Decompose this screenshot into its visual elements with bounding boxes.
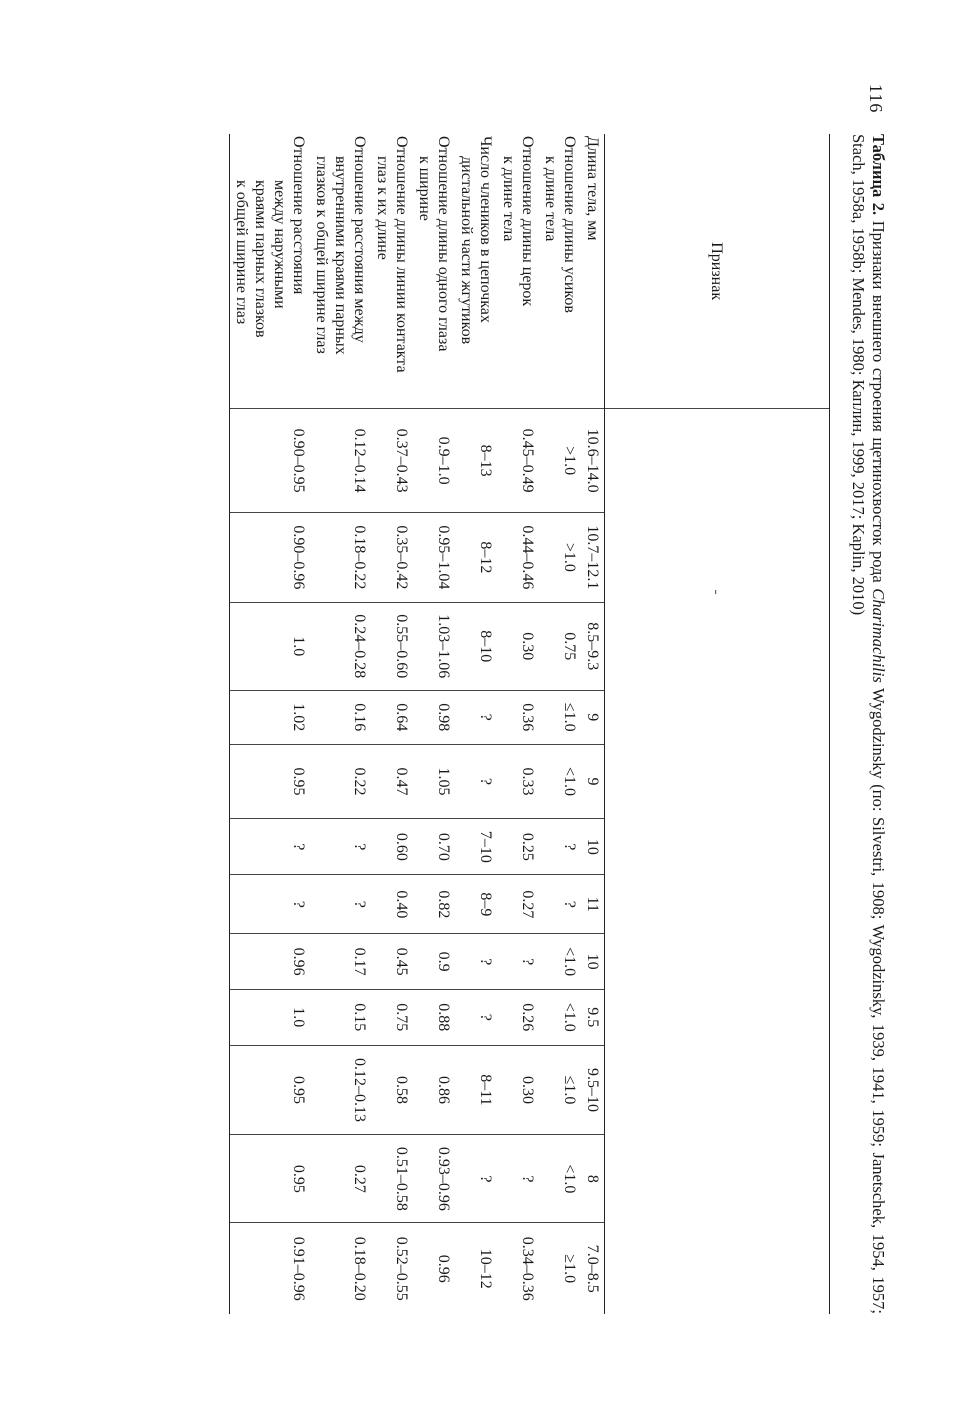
table-row <box>310 134 371 1314</box>
header-species-area <box>605 409 830 1314</box>
table-cell: 0.17 <box>310 934 371 990</box>
trait-label-line: между наружными <box>271 180 288 309</box>
table-cell: <1.0 <box>539 989 581 1045</box>
table-cell: ? <box>455 934 497 990</box>
table-cell: 0.16 <box>310 690 371 744</box>
table-cell: 9.5–10 <box>581 1045 605 1135</box>
row-trait-label <box>230 134 311 409</box>
trait-label-line: Отношение длины одного глаза <box>435 136 452 352</box>
table-cell: 8.5–9.3 <box>581 602 605 690</box>
trait-label-line: краями парных глазков <box>252 180 269 338</box>
trait-label-line: внутренними краями парных <box>332 156 349 355</box>
table-cell: 0.98 <box>413 690 455 744</box>
table-cell: ? <box>497 934 539 990</box>
table-cell: 1.0 <box>230 602 311 690</box>
trait-label-line: глаз к их длине <box>374 156 391 260</box>
header-trait: Признак <box>605 134 830 409</box>
table-cell: ? <box>455 1135 497 1223</box>
table-cell: 10 <box>581 934 605 990</box>
table-cell: ≥1.0 <box>539 1223 581 1314</box>
row-trait-label <box>371 134 413 409</box>
table-cell: 0.26 <box>497 989 539 1045</box>
table-cell: 0.91–0.96 <box>230 1223 311 1314</box>
table-header-row <box>605 134 830 1314</box>
row-trait-label <box>539 134 581 409</box>
table-cell: <1.0 <box>539 1135 581 1223</box>
caption-label: Таблица 2. <box>869 134 888 216</box>
table-cell: 9 <box>581 690 605 744</box>
table-row <box>455 134 497 1314</box>
table-cell: >1.0 <box>539 512 581 602</box>
table-cell: 1.02 <box>230 690 311 744</box>
table-cell: 8–11 <box>455 1045 497 1135</box>
table-cell: 0.88 <box>413 989 455 1045</box>
table-cell: 9 <box>581 744 605 819</box>
trait-label-line: Отношение длины церок <box>519 136 536 307</box>
table-cell: 0.52–0.55 <box>371 1223 413 1314</box>
table-cell: 10.6–14.0 <box>581 409 605 513</box>
table-cell: 0.58 <box>371 1045 413 1135</box>
table-row <box>371 134 413 1314</box>
table-cell: 0.64 <box>371 690 413 744</box>
table-cell: 0.12–0.13 <box>310 1045 371 1135</box>
trait-label-line: к длине тела <box>500 156 517 242</box>
table-cell: 0.51–0.58 <box>371 1135 413 1223</box>
table-cell: 8–13 <box>455 409 497 513</box>
trait-label-line: к ширине <box>416 156 433 221</box>
table-cell: 0.70 <box>413 819 455 875</box>
caption-genus: Charimachilis <box>869 588 888 683</box>
table-cell: 0.93–0.96 <box>413 1135 455 1223</box>
table-cell: 0.27 <box>497 875 539 934</box>
caption-text-after: Wygodzinsky (по: Silvestri, 1908; Wygodzinsky, 1939, 1941, 1959; Janetschek, 1954, 1957; Stach, 1958a, 1958b; Mendes, 1980; Каплин, 1999, 2017; Kaplin, 2010) <box>849 134 888 1315</box>
table-cell: 0.95 <box>230 744 311 819</box>
table-cell: 0.75 <box>371 989 413 1045</box>
row-trait-label <box>581 134 605 409</box>
table-row <box>497 134 539 1314</box>
table-cell: 1.05 <box>413 744 455 819</box>
table-cell: 0.35–0.42 <box>371 512 413 602</box>
table-cell: <1.0 <box>539 934 581 990</box>
trait-label-line: Число члеников в цепочках <box>477 136 494 323</box>
table-cell: 0.96 <box>230 934 311 990</box>
table-cell: 0.18–0.22 <box>310 512 371 602</box>
table-cell: ? <box>230 875 311 934</box>
table-cell: ? <box>497 1135 539 1223</box>
table-cell: 0.44–0.46 <box>497 512 539 602</box>
table-cell: ? <box>455 744 497 819</box>
table-cell: 0.15 <box>310 989 371 1045</box>
table-cell: 0.90–0.96 <box>230 512 311 602</box>
trait-label-line: Длина тела, мм <box>584 136 601 241</box>
table-body <box>230 134 605 1314</box>
table-row <box>413 134 455 1314</box>
table-cell: 0.60 <box>371 819 413 875</box>
table-cell: 1.03–1.06 <box>413 602 455 690</box>
page-number: 116 <box>866 84 886 114</box>
table-cell: >1.0 <box>539 409 581 513</box>
trait-label-line: Отношение расстояния <box>290 136 307 295</box>
table-cell: ? <box>455 989 497 1045</box>
table-cell: 7.0–8.5 <box>581 1223 605 1314</box>
trait-label-line: глазков к общей ширине глаз <box>313 156 330 354</box>
table-cell: ? <box>310 819 371 875</box>
table-cell: 0.95–1.04 <box>413 512 455 602</box>
table-cell: 8–12 <box>455 512 497 602</box>
trait-label-line: к общей ширине глаз <box>233 180 250 325</box>
table-cell: 0.33 <box>497 744 539 819</box>
table-row <box>230 134 311 1314</box>
table-row <box>581 134 605 1314</box>
table-cell: 0.34–0.36 <box>497 1223 539 1314</box>
table-cell: 1.0 <box>230 989 311 1045</box>
row-trait-label <box>455 134 497 409</box>
table-cell: ≤1.0 <box>539 690 581 744</box>
table-row <box>539 134 581 1314</box>
row-trait-label <box>497 134 539 409</box>
row-trait-label <box>413 134 455 409</box>
table-cell: ? <box>455 690 497 744</box>
trait-label-line: к длине тела <box>542 156 559 242</box>
table-cell: 10 <box>581 819 605 875</box>
table-cell: 0.37–0.43 <box>371 409 413 513</box>
table-cell: 0.9 <box>413 934 455 990</box>
table-caption <box>848 134 888 1314</box>
table-cell: 0.86 <box>413 1045 455 1135</box>
table-cell: 0.36 <box>497 690 539 744</box>
table-cell: 10.7–12.1 <box>581 512 605 602</box>
table-cell: 0.96 <box>413 1223 455 1314</box>
table-cell: 0.95 <box>230 1135 311 1223</box>
table-cell: 0.30 <box>497 602 539 690</box>
row-trait-label <box>310 134 371 409</box>
table-cell: <1.0 <box>539 744 581 819</box>
table-cell: 8–9 <box>455 875 497 934</box>
table-cell: 0.82 <box>413 875 455 934</box>
table-cell: 11 <box>581 875 605 934</box>
table-cell: 7–10 <box>455 819 497 875</box>
table-cell: 0.47 <box>371 744 413 819</box>
table-cell: 9.5 <box>581 989 605 1045</box>
table-cell: 0.18–0.20 <box>310 1223 371 1314</box>
trait-label-line: дистальной части жгутиков <box>458 156 475 345</box>
table-cell: ? <box>310 875 371 934</box>
table-cell: 0.40 <box>371 875 413 934</box>
table-cell: 0.45 <box>371 934 413 990</box>
table-cell: 10–12 <box>455 1223 497 1314</box>
table-cell: 0.95 <box>230 1045 311 1135</box>
table-cell: 0.30 <box>497 1045 539 1135</box>
table-cell: 0.27 <box>310 1135 371 1223</box>
table-cell: 8 <box>581 1135 605 1223</box>
table-cell: ≤1.0 <box>539 1045 581 1135</box>
table-cell: ? <box>539 819 581 875</box>
table-cell: 0.22 <box>310 744 371 819</box>
table-cell: 0.25 <box>497 819 539 875</box>
table-cell: ? <box>539 875 581 934</box>
trait-label-line: Отношение расстояния между <box>351 136 368 343</box>
traits-table <box>229 134 830 1314</box>
table-cell: 0.75 <box>539 602 581 690</box>
table-cell: 0.24–0.28 <box>310 602 371 690</box>
table-cell: 0.45–0.49 <box>497 409 539 513</box>
trait-label-line: Отношение длины усиков <box>561 136 578 313</box>
table-cell: ? <box>230 819 311 875</box>
table-cell: 0.90–0.95 <box>230 409 311 513</box>
trait-label-line: Отношение длины линии контакта <box>393 136 410 373</box>
table-cell: 0.9–1.0 <box>413 409 455 513</box>
table-cell: 0.55–0.60 <box>371 602 413 690</box>
header-mark: - <box>708 589 726 595</box>
caption-text-before: Признаки внешнего строения щетинохвосток рода <box>869 220 888 583</box>
table-cell: 8–10 <box>455 602 497 690</box>
table-cell: 0.12–0.14 <box>310 409 371 513</box>
